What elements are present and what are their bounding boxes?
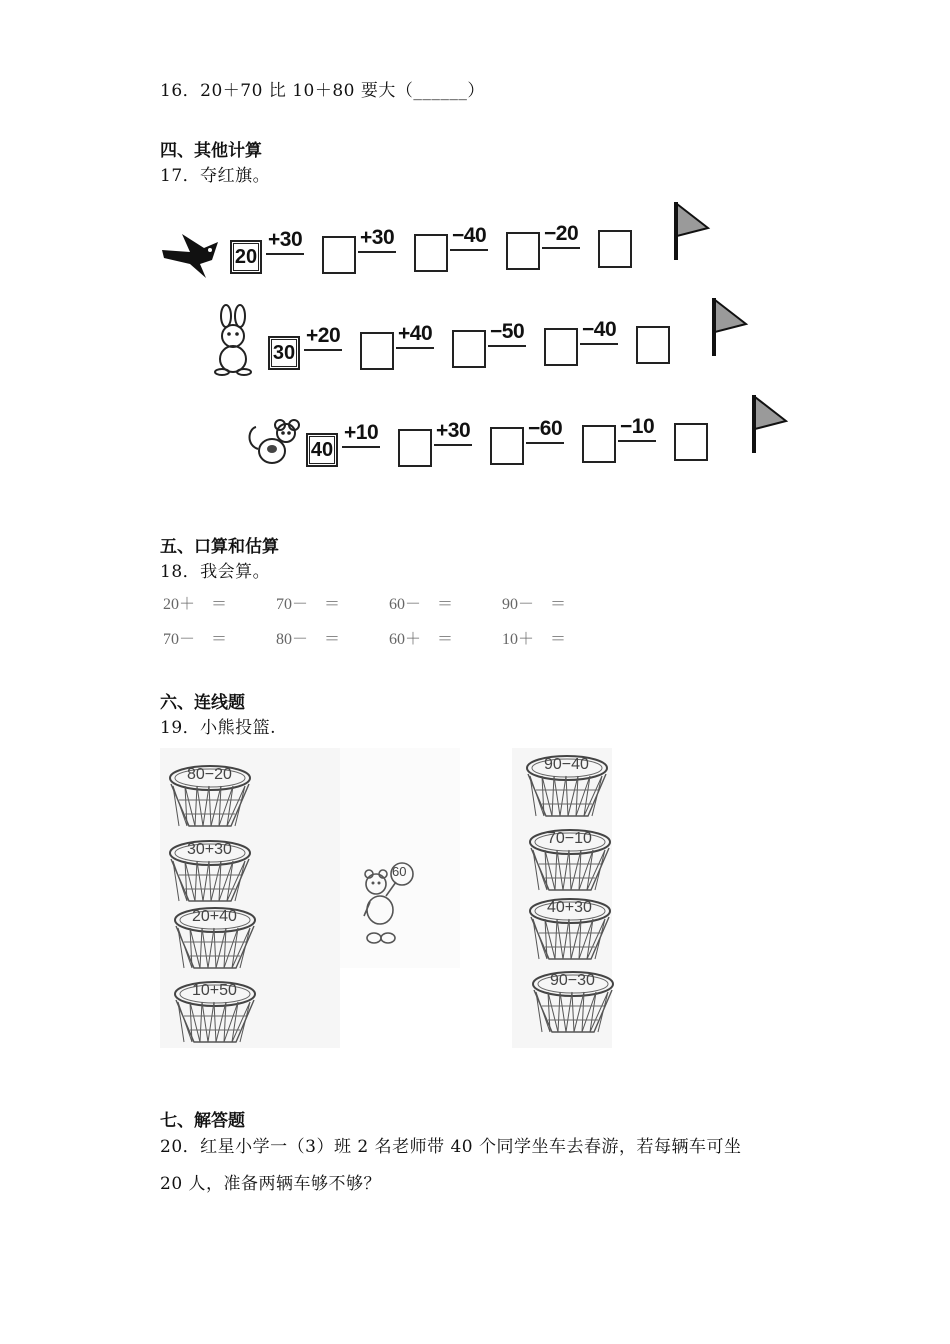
start-number: 30 xyxy=(271,339,297,367)
operation-label: −50 xyxy=(488,320,526,347)
right-hoop-4[interactable] xyxy=(528,966,618,1042)
question-18: 18．我会算。 xyxy=(160,562,271,582)
section-4-title: 四、其他计算 xyxy=(160,141,262,161)
question-20-line2: 20 人，准备两辆车够不够？ xyxy=(160,1174,382,1194)
answer-box[interactable] xyxy=(398,429,432,467)
answer-box[interactable] xyxy=(544,328,578,366)
ball-number: 60 xyxy=(392,864,407,879)
operation-label: +30 xyxy=(434,419,472,446)
start-number-box xyxy=(268,336,300,370)
calc-r2-c3: 60＋ ＝ xyxy=(389,631,454,648)
question-17: 17．夺红旗。 xyxy=(160,166,271,186)
operation-label: −10 xyxy=(618,415,656,442)
operation-label: +30 xyxy=(266,228,304,255)
operation-label: −60 xyxy=(526,417,564,444)
right-hoop-2[interactable] xyxy=(525,824,615,900)
left-hoop-4[interactable] xyxy=(170,976,260,1052)
start-number: 20 xyxy=(233,243,259,271)
rabbit-icon xyxy=(208,304,258,380)
hoop-expression: 20+40 xyxy=(192,908,237,925)
question-19: 19．小熊投篮. xyxy=(160,718,277,738)
answer-box[interactable] xyxy=(490,427,524,465)
hoop-expression: 10+50 xyxy=(192,982,237,999)
hoop-expression: 40+30 xyxy=(547,899,592,916)
operation-label: +20 xyxy=(304,324,342,351)
question-16: 16．20＋70 比 10＋80 要大（______） xyxy=(160,81,485,101)
calc-r1-c4: 90－ ＝ xyxy=(502,596,567,613)
hoop-expression: 80−20 xyxy=(187,766,232,783)
hoop-expression: 90−40 xyxy=(544,756,589,773)
hoop-expression: 70−10 xyxy=(547,830,592,847)
right-hoop-1[interactable] xyxy=(522,750,612,826)
bear-player-icon xyxy=(356,860,416,952)
operation-label: −40 xyxy=(580,318,618,345)
answer-box[interactable] xyxy=(452,330,486,368)
hoop-expression: 30+30 xyxy=(187,841,232,858)
answer-box[interactable] xyxy=(322,236,356,274)
operation-label: −20 xyxy=(542,222,580,249)
operation-label: −40 xyxy=(450,224,488,251)
mouse-icon xyxy=(246,419,304,471)
answer-box[interactable] xyxy=(506,232,540,270)
answer-box[interactable] xyxy=(636,326,670,364)
start-number: 40 xyxy=(309,436,335,464)
answer-box[interactable] xyxy=(674,423,708,461)
left-hoop-1[interactable] xyxy=(165,760,255,836)
calc-r2-c1: 70－ ＝ xyxy=(163,631,228,648)
calc-r2-c4: 10＋ ＝ xyxy=(502,631,567,648)
answer-box[interactable] xyxy=(582,425,616,463)
answer-box[interactable] xyxy=(414,234,448,272)
flag-icon xyxy=(672,200,712,266)
swallow-icon xyxy=(160,230,224,284)
section-5-title: 五、口算和估算 xyxy=(160,537,279,557)
calc-r2-c2: 80－ ＝ xyxy=(276,631,341,648)
right-hoop-3[interactable] xyxy=(525,893,615,969)
left-hoop-3[interactable] xyxy=(170,902,260,978)
flag-icon xyxy=(750,393,790,459)
operation-label: +10 xyxy=(342,421,380,448)
answer-box[interactable] xyxy=(598,230,632,268)
hoop-expression: 90−30 xyxy=(550,972,595,989)
left-hoop-2[interactable] xyxy=(165,835,255,911)
operation-label: +40 xyxy=(396,322,434,349)
answer-box[interactable] xyxy=(360,332,394,370)
question-20-line1: 20．红星小学一（3）班 2 名老师带 40 个同学坐车去春游，若每辆车可坐 xyxy=(160,1137,742,1157)
operation-label: +30 xyxy=(358,226,396,253)
start-number-box xyxy=(306,433,338,467)
start-number-box xyxy=(230,240,262,274)
flag-icon xyxy=(710,296,750,362)
section-7-title: 七、解答题 xyxy=(160,1111,245,1131)
section-6-title: 六、连线题 xyxy=(160,693,245,713)
calc-r1-c2: 70－ ＝ xyxy=(276,596,341,613)
calc-r1-c1: 20＋ ＝ xyxy=(163,596,228,613)
calc-r1-c3: 60－ ＝ xyxy=(389,596,454,613)
